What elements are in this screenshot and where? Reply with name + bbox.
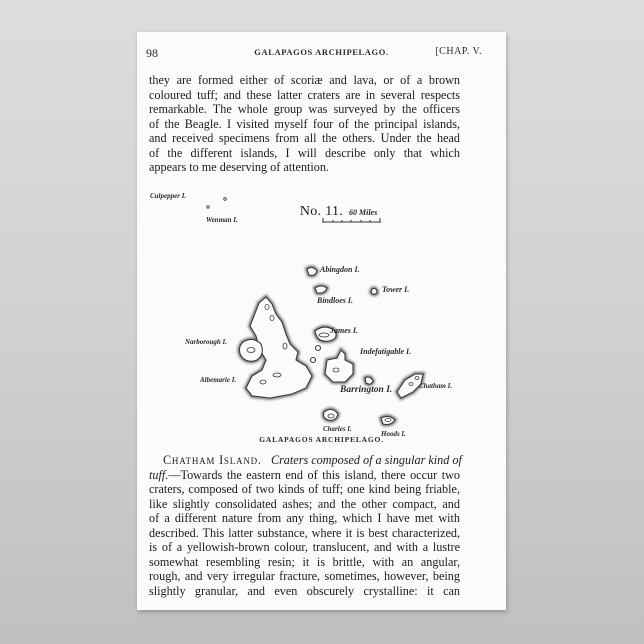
section-heading: Chatham Island. [163, 453, 262, 467]
scale-bar [323, 218, 380, 223]
island-narborough [239, 339, 262, 361]
label-albemarle: Albemarle I. [200, 376, 237, 384]
text-line: remarkable. The whole group was surveyed by the officers [149, 102, 460, 116]
figure-number: No. 11. [299, 204, 344, 219]
island-indefatigable [325, 350, 353, 382]
section-subheading: Craters composed of a singular kind of [270, 453, 462, 467]
text-line: appears to me deserving of attention. [149, 160, 330, 174]
text-line: of the Beagle. I visited myself four of the principal islands, [149, 116, 460, 131]
map-caption: GALAPAGOS ARCHIPELAGO. [259, 435, 384, 444]
text-line: coloured tuff; and these latter craters are in several respects [149, 87, 460, 102]
label-charles: Charles I. [323, 425, 352, 433]
label-tower: Tower I. [382, 285, 410, 294]
book-page [137, 32, 506, 610]
label-narborough: Narborough I. [185, 338, 228, 346]
text-line: craters, composed of two kinds of tuff; one kind being friable, [149, 482, 460, 496]
text-line: and received specimens from all the others. Under the head [149, 131, 460, 145]
label-hoods: Hoods I. [381, 430, 406, 438]
label-james: James I. [330, 326, 358, 335]
label-bindloes: Bindloes I. [317, 296, 354, 305]
label-culpepper: Culpepper I. [150, 192, 187, 200]
island-abingdon [307, 267, 317, 275]
text-line: like slightly consolidated ashes; and the other compact, and [149, 496, 460, 511]
island-charles [324, 409, 339, 420]
text-line: slightly granular, and even obscurely crystalline: it can [149, 583, 460, 598]
text-line: of the different islands, I will describe only that which [149, 145, 460, 160]
label-barrington: Barrington I. [340, 385, 393, 395]
label-wenman: Wenman I. [206, 216, 238, 224]
text-line: is of a yellowish-brown colour, translucent, and with a lustre [149, 540, 460, 554]
text-line: somewhat resembling resin; it is brittle, with an angular, [149, 554, 460, 569]
island-tower [371, 289, 377, 295]
text-line: rough, and very irregular fracture, sometimes, however, being [149, 569, 460, 583]
section-first-line [149, 453, 460, 468]
label-chatham: Chatham I. [419, 382, 453, 390]
text-line: they are formed either of scoriæ and lava, or of a brown [149, 73, 460, 87]
scale-label: 60 Miles [349, 208, 378, 217]
text-line: described. This latter substance, where it is best characterized, [149, 525, 460, 540]
chatham-section [149, 453, 460, 598]
text-line: tuff.—Towards the eastern end of this island, there occur two [149, 467, 460, 482]
chapter-marker: [CHAP. V. [435, 46, 482, 57]
label-abingdon: Abingdon I. [320, 265, 360, 274]
label-indefatigable: Indefatigable I. [360, 347, 412, 356]
text-line: of a different nature from any thing, which I have met with [149, 511, 460, 525]
page-number: 98 [146, 46, 158, 60]
running-title: GALAPAGOS ARCHIPELAGO. [254, 47, 389, 57]
